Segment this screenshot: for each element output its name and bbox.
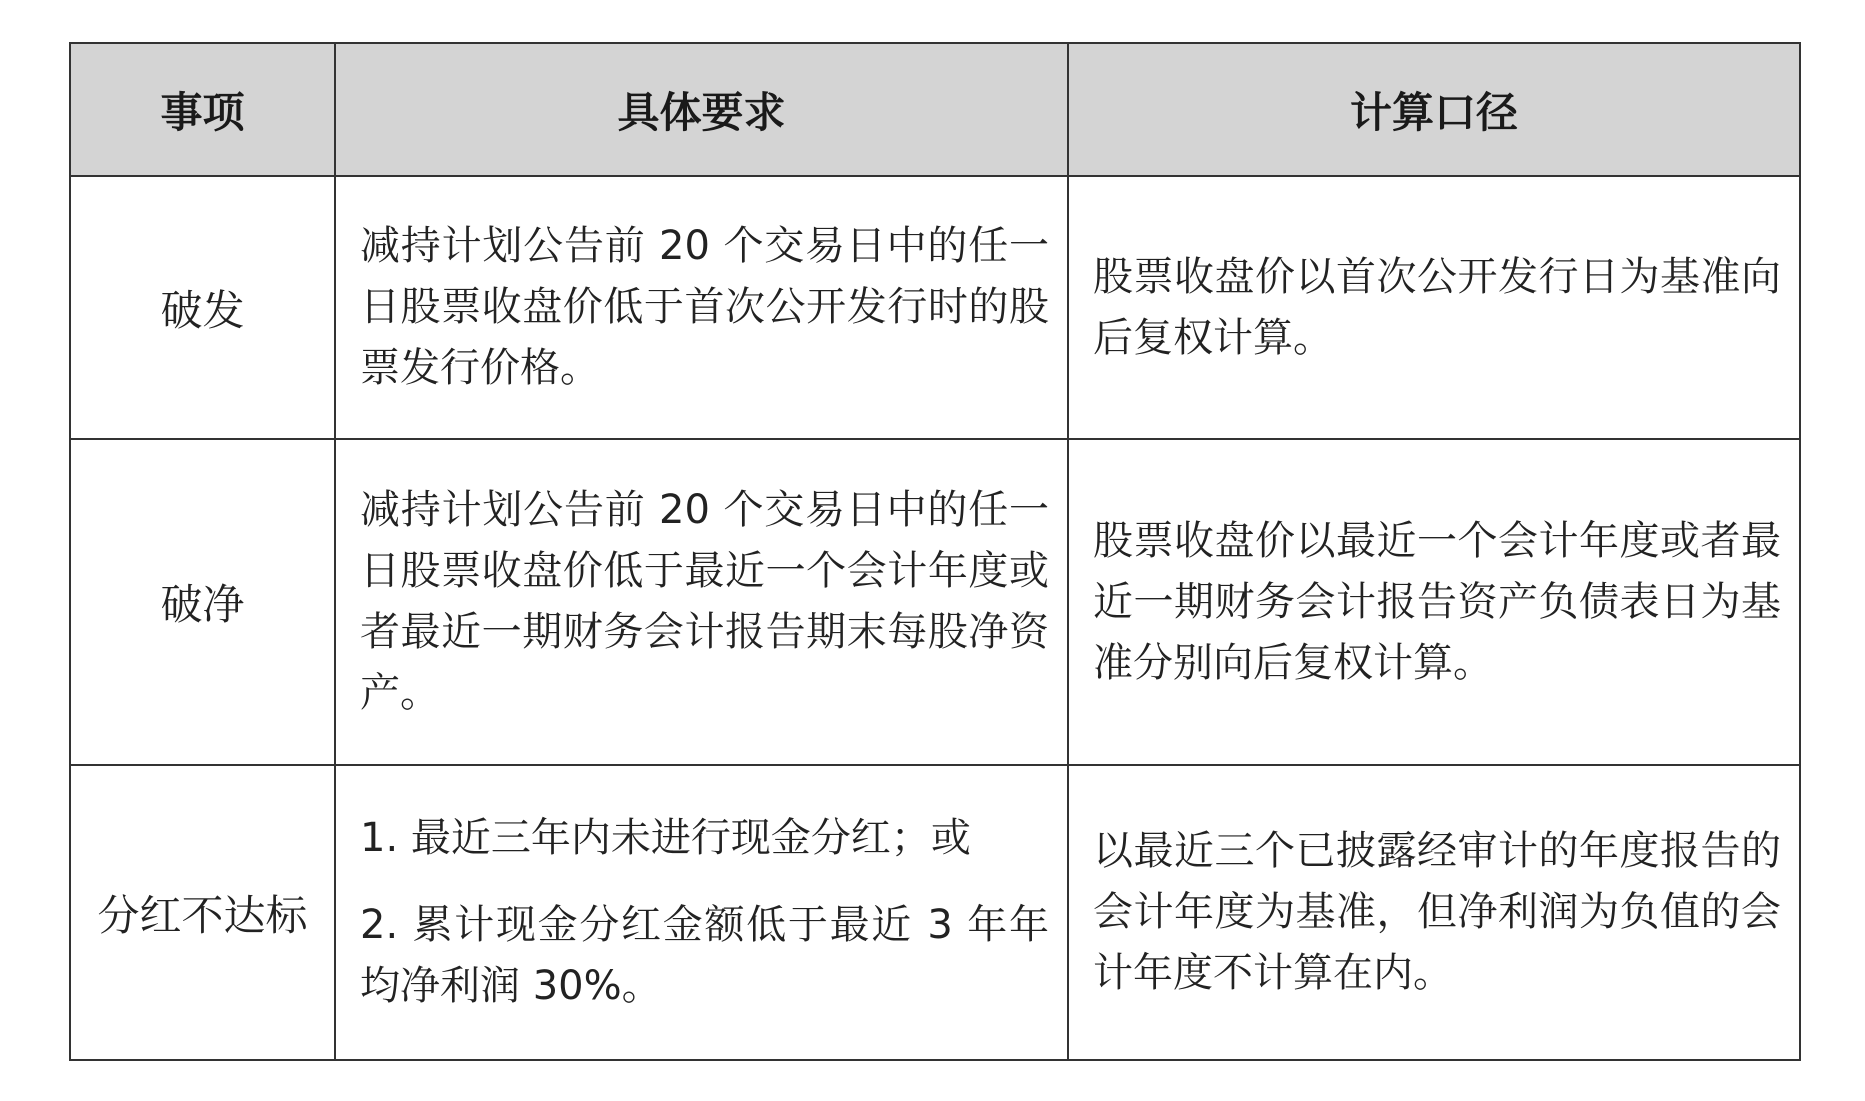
row-item: 破净 — [70, 439, 335, 765]
rules-table — [69, 42, 1801, 1061]
header-item: 事项 — [70, 43, 335, 176]
row-item: 破发 — [70, 176, 335, 439]
row-calculation: 股票收盘价以最近一个会计年度或者最近一期财务会计报告资产负债表日为基准分别向后复权计算。 — [1068, 439, 1800, 765]
requirement-text: 减持计划公告前 20 个交易日中的任一日股票收盘价低于最近一个会计年度或者最近一期财务会计报告期末每股净资产。 — [360, 487, 1049, 716]
row-item: 分红不达标 — [70, 765, 335, 1060]
row-calculation: 以最近三个已披露经审计的年度报告的会计年度为基准，但净利润为负值的会计年度不计算在内。 — [1068, 765, 1800, 1060]
requirement-text: 2. 累计现金分红金额低于最近 3 年年均净利润 30%。 — [360, 902, 1049, 1009]
table-header-row — [70, 43, 1800, 176]
table-row — [70, 176, 1800, 439]
header-calculation: 计算口径 — [1068, 43, 1800, 176]
header-requirement: 具体要求 — [335, 43, 1068, 176]
row-calculation: 股票收盘价以首次公开发行日为基准向后复权计算。 — [1068, 176, 1800, 439]
requirement-text: 减持计划公告前 20 个交易日中的任一日股票收盘价低于首次公开发行时的股票发行价格。 — [360, 223, 1049, 391]
table-row — [70, 439, 1800, 765]
row-requirement — [335, 439, 1068, 765]
requirement-text: 1. 最近三年内未进行现金分红；或 — [360, 815, 971, 861]
row-requirement — [335, 765, 1068, 1060]
row-requirement — [335, 176, 1068, 439]
table-row — [70, 765, 1800, 1060]
